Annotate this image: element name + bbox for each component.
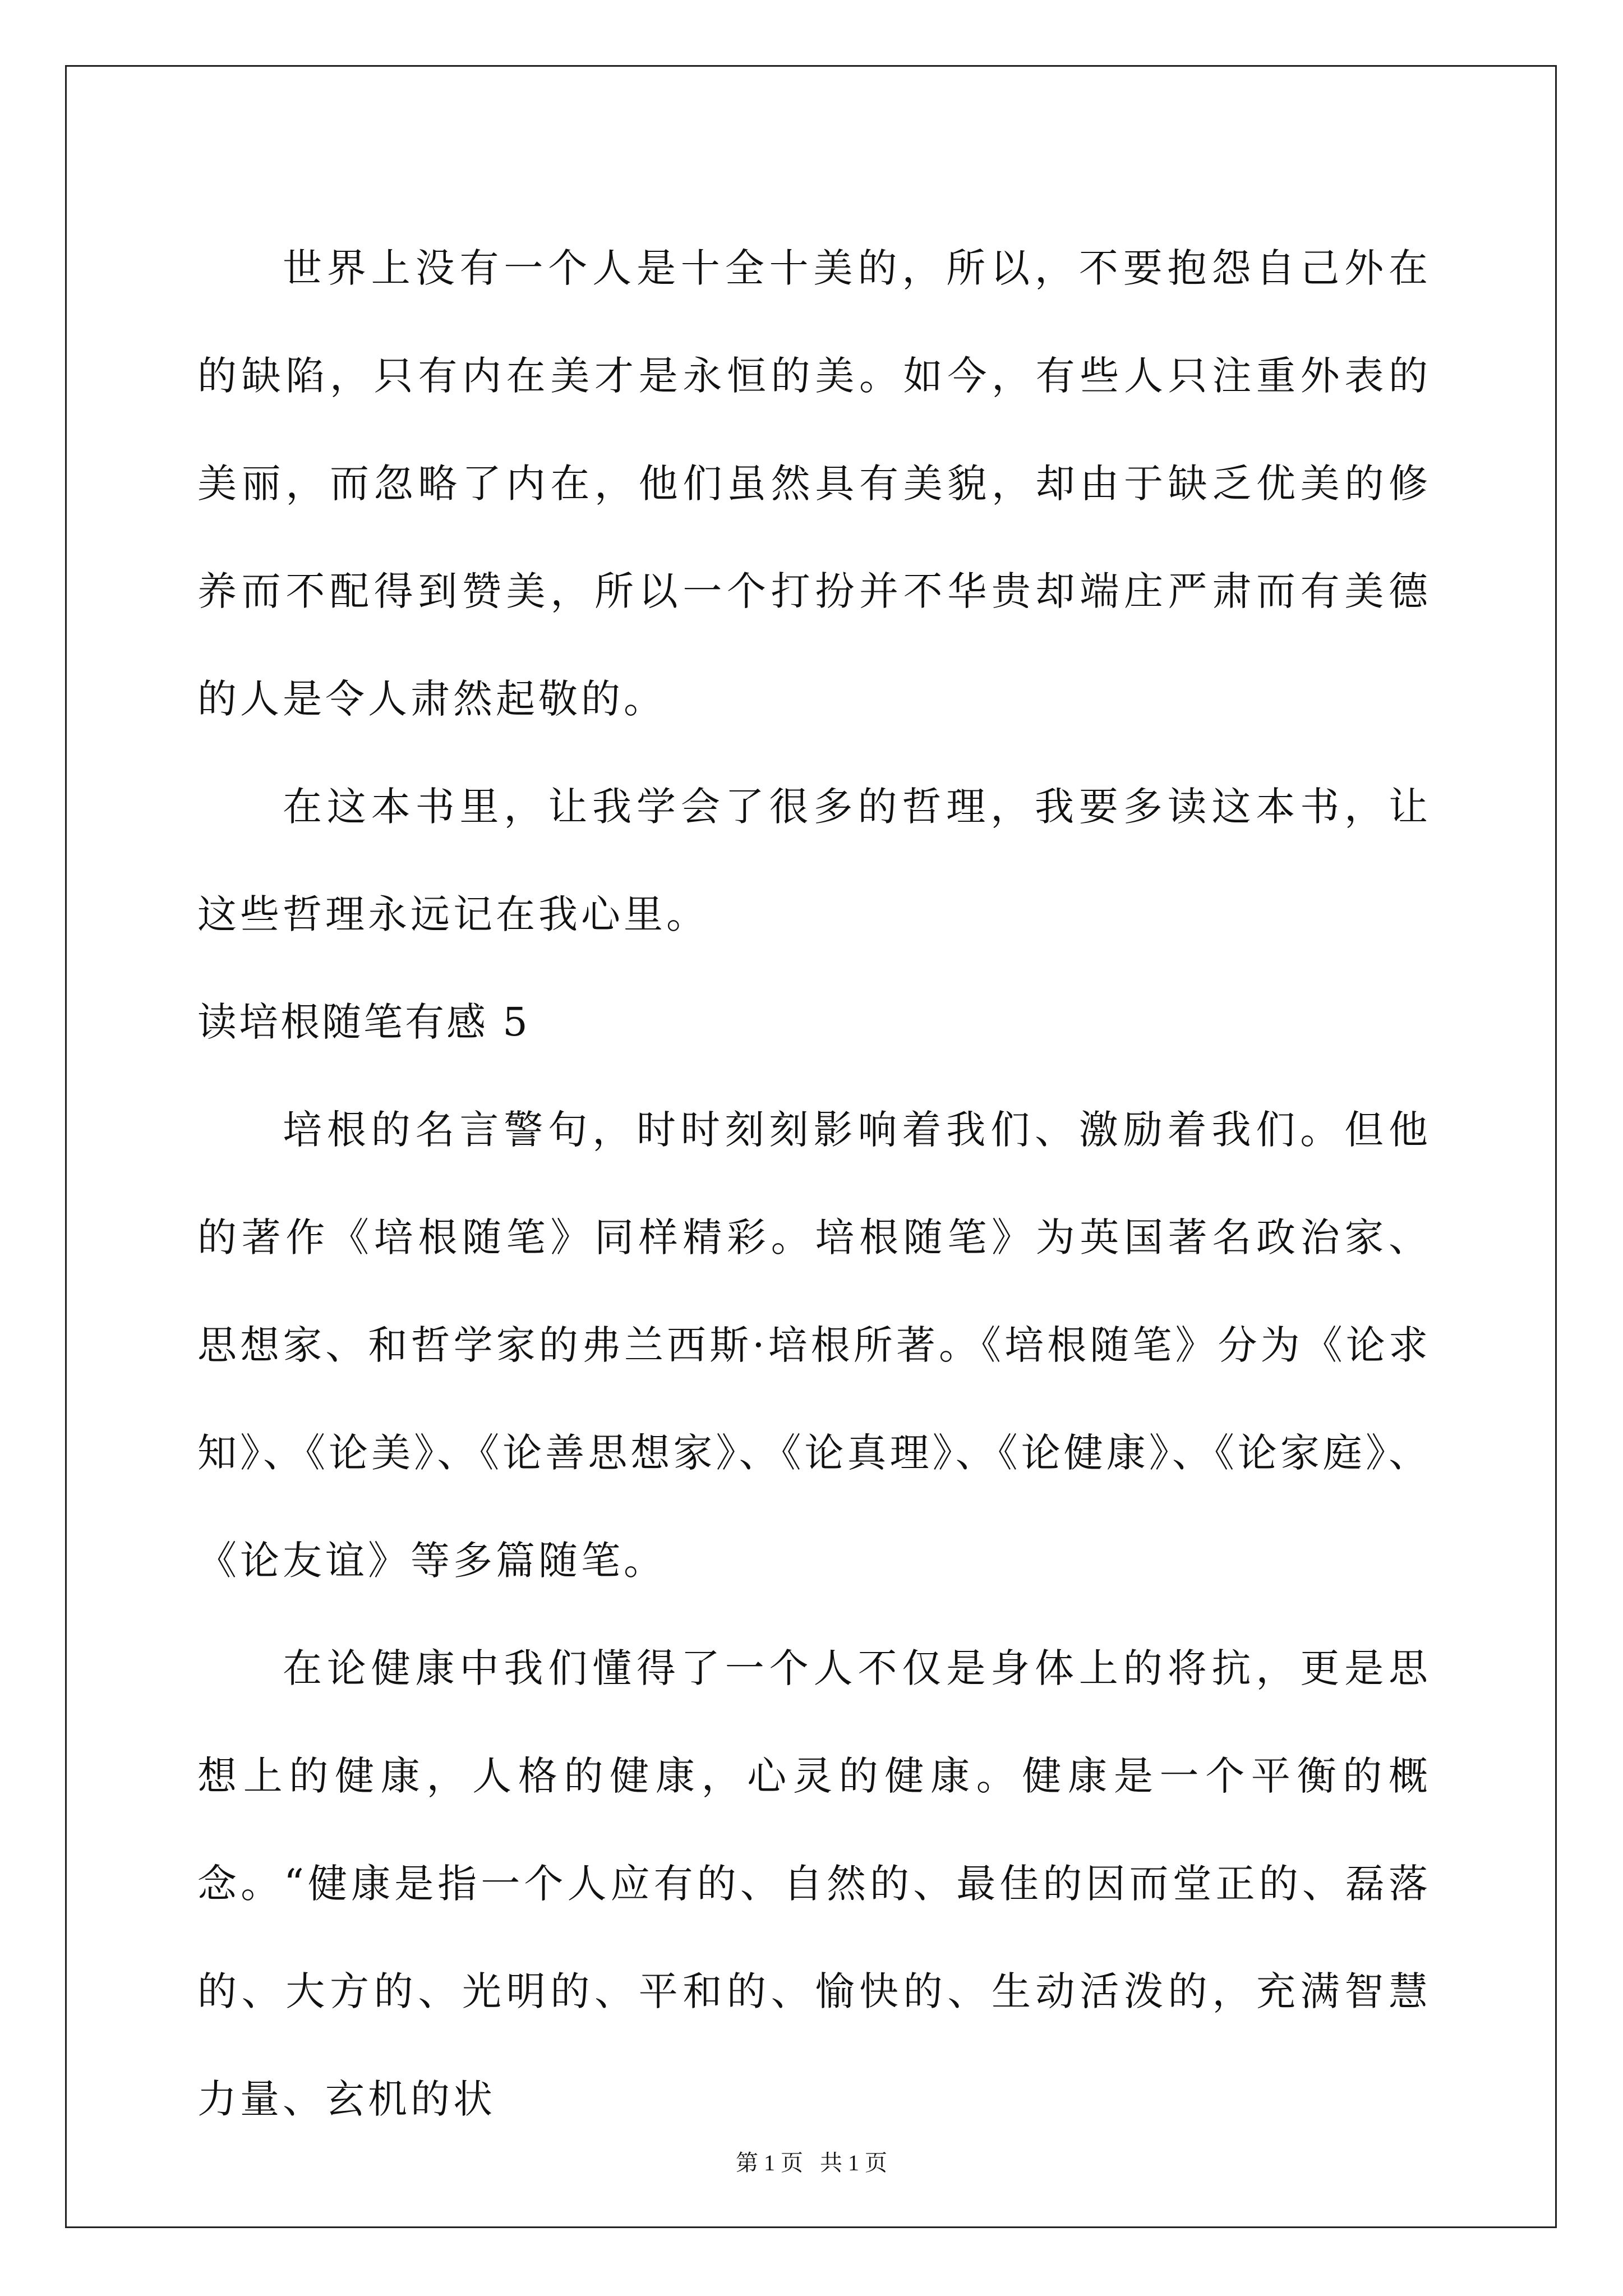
paragraph-book-lessons: 在这本书里，让我学会了很多的哲理，我要多读这本书，让这些哲理永远记在我心里。 bbox=[197, 784, 1431, 937]
paragraph-inner-beauty: 世界上没有一个人是十全十美的，所以，不要抱怨自己外在的缺陷，只有内在美才是永恒的美。如今，有些人只注重外表的美丽，而忽略了内在，他们虽然具有美貌，却由于缺乏优美的修养而不配得到赞美，所以一个打扮并不华贵却端庄严肃而有美德的人是令人肃然起敬的。 bbox=[197, 245, 1431, 722]
page-total: 共 1 页 bbox=[820, 2150, 887, 2175]
page-number: 第 1 页 bbox=[736, 2150, 803, 2175]
document-body bbox=[197, 214, 1431, 2153]
section-heading: 读培根随笔有感 5 bbox=[197, 999, 530, 1045]
paragraph-on-health: 在论健康中我们懂得了一个人不仅是身体上的将抗，更是思想上的健康，人格的健康，心灵的健康。健康是一个平衡的概念。“健康是指一个人应有的、自然的、最佳的因而堂正的、磊落的、大方的、光明的、平和的、愉快的、生动活泼的，充满智慧力量、玄机的状 bbox=[197, 1645, 1431, 2122]
paragraph-bacon-essays: 培根的名言警句，时时刻刻影响着我们、激励着我们。但他的著作《培根随笔》同样精彩。培根随笔》为英国著名政治家、思想家、和哲学家的弗兰西斯·培根所著。《培根随笔》分为《论求知》、《论美》、《论善思想家》、《论真理》、《论健康》、《论家庭》、《论友谊》等多篇随笔。 bbox=[197, 1107, 1431, 1584]
page-footer bbox=[0, 2146, 1623, 2180]
